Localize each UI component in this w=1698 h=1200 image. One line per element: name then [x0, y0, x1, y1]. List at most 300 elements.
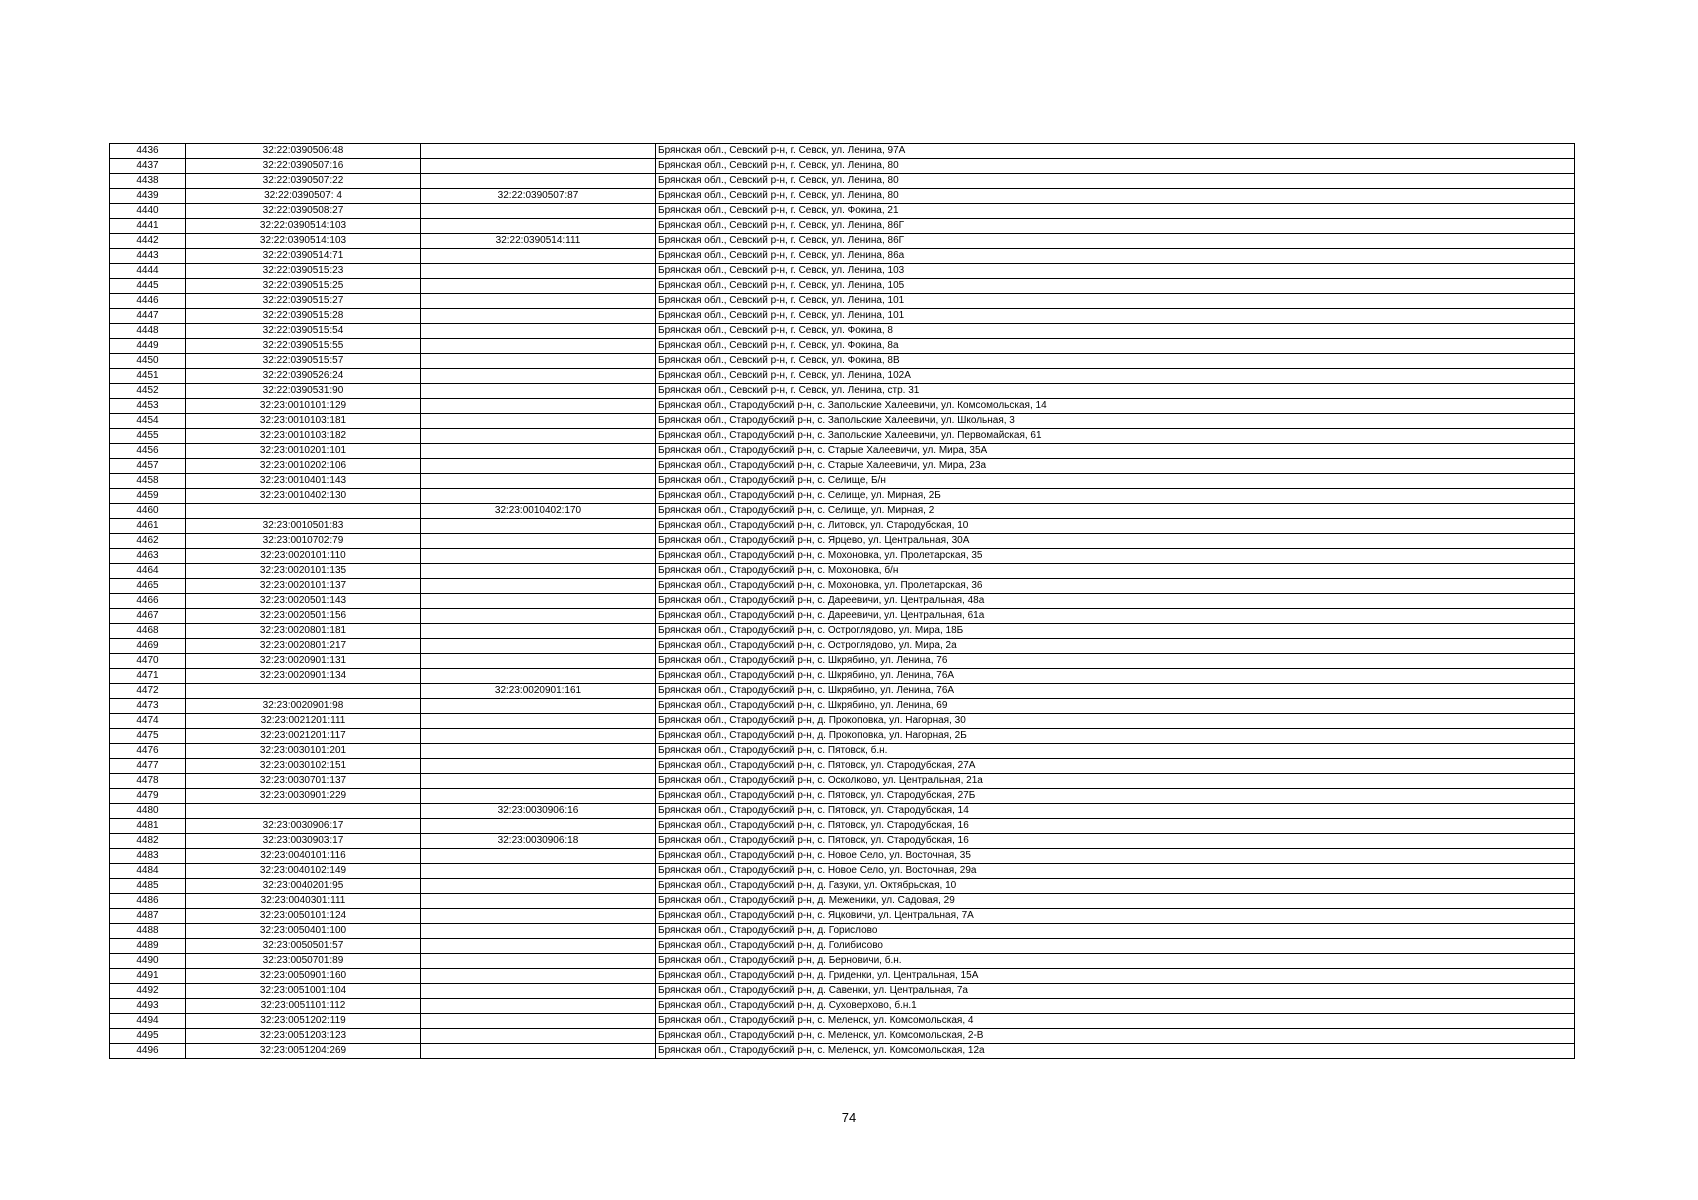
cadastral-number-cell: 32:22:0390526:24	[186, 369, 421, 384]
row-number-cell: 4491	[110, 969, 186, 984]
table-row	[110, 369, 1575, 384]
row-number-cell: 4483	[110, 849, 186, 864]
linked-cadastral-number-cell	[421, 894, 656, 909]
row-number-cell: 4453	[110, 399, 186, 414]
address-cell: Брянская обл., Стародубский р-н, д. Гриденки, ул. Центральная, 15А	[656, 969, 1575, 984]
cadastral-number-cell: 32:22:0390515:57	[186, 354, 421, 369]
table-row	[110, 294, 1575, 309]
row-number-cell: 4461	[110, 519, 186, 534]
linked-cadastral-number-cell	[421, 924, 656, 939]
table-row	[110, 714, 1575, 729]
cadastral-number-cell: 32:23:0051204:269	[186, 1044, 421, 1059]
table-row	[110, 849, 1575, 864]
address-cell: Брянская обл., Стародубский р-н, с. Остроглядово, ул. Мира, 2а	[656, 639, 1575, 654]
table-row	[110, 219, 1575, 234]
row-number-cell: 4443	[110, 249, 186, 264]
cadastral-number-cell: 32:23:0020901:98	[186, 699, 421, 714]
table-row	[110, 474, 1575, 489]
registry-body	[110, 144, 1575, 1059]
cadastral-number-cell: 32:23:0020801:181	[186, 624, 421, 639]
row-number-cell: 4468	[110, 624, 186, 639]
linked-cadastral-number-cell	[421, 324, 656, 339]
linked-cadastral-number-cell	[421, 759, 656, 774]
address-cell: Брянская обл., Стародубский р-н, с. Пятовск, ул. Стародубская, 16	[656, 819, 1575, 834]
row-number-cell: 4465	[110, 579, 186, 594]
cadastral-number-cell: 32:23:0030903:17	[186, 834, 421, 849]
row-number-cell: 4467	[110, 609, 186, 624]
address-cell: Брянская обл., Стародубский р-н, с. Новое Село, ул. Восточная, 29а	[656, 864, 1575, 879]
cadastral-number-cell: 32:23:0020901:131	[186, 654, 421, 669]
row-number-cell: 4444	[110, 264, 186, 279]
cadastral-number-cell: 32:23:0020801:217	[186, 639, 421, 654]
row-number-cell: 4451	[110, 369, 186, 384]
address-cell: Брянская обл., Стародубский р-н, с. Старые Халеевичи, ул. Мира, 35А	[656, 444, 1575, 459]
row-number-cell: 4485	[110, 879, 186, 894]
address-cell: Брянская обл., Стародубский р-н, д. Газуки, ул. Октябрьская, 10	[656, 879, 1575, 894]
address-cell: Брянская обл., Севский р-н, г. Севск, ул. Ленина, 101	[656, 309, 1575, 324]
table-row	[110, 234, 1575, 249]
table-row	[110, 639, 1575, 654]
address-cell: Брянская обл., Стародубский р-н, д. Прокоповка, ул. Нагорная, 30	[656, 714, 1575, 729]
table-row	[110, 684, 1575, 699]
row-number-cell: 4469	[110, 639, 186, 654]
linked-cadastral-number-cell	[421, 354, 656, 369]
table-row	[110, 489, 1575, 504]
row-number-cell: 4448	[110, 324, 186, 339]
cadastral-number-cell: 32:23:0050101:124	[186, 909, 421, 924]
linked-cadastral-number-cell: 32:23:0030906:18	[421, 834, 656, 849]
row-number-cell: 4462	[110, 534, 186, 549]
table-row	[110, 504, 1575, 519]
table-row	[110, 279, 1575, 294]
table-row	[110, 609, 1575, 624]
table-row	[110, 264, 1575, 279]
address-cell: Брянская обл., Стародубский р-н, с. Мохоновка, ул. Пролетарская, 35	[656, 549, 1575, 564]
row-number-cell: 4493	[110, 999, 186, 1014]
linked-cadastral-number-cell	[421, 429, 656, 444]
linked-cadastral-number-cell	[421, 624, 656, 639]
address-cell: Брянская обл., Стародубский р-н, с. Шкрябино, ул. Ленина, 76А	[656, 684, 1575, 699]
row-number-cell: 4437	[110, 159, 186, 174]
table-row	[110, 564, 1575, 579]
table-row	[110, 159, 1575, 174]
cadastral-number-cell: 32:23:0030101:201	[186, 744, 421, 759]
cadastral-number-cell: 32:23:0050901:160	[186, 969, 421, 984]
table-row	[110, 909, 1575, 924]
row-number-cell: 4492	[110, 984, 186, 999]
linked-cadastral-number-cell	[421, 729, 656, 744]
linked-cadastral-number-cell	[421, 699, 656, 714]
table-row	[110, 954, 1575, 969]
address-cell: Брянская обл., Стародубский р-н, с. Пятовск, ул. Стародубская, 16	[656, 834, 1575, 849]
table-row	[110, 834, 1575, 849]
linked-cadastral-number-cell: 32:23:0010402:170	[421, 504, 656, 519]
row-number-cell: 4456	[110, 444, 186, 459]
cadastral-number-cell: 32:23:0021201:117	[186, 729, 421, 744]
linked-cadastral-number-cell	[421, 339, 656, 354]
linked-cadastral-number-cell	[421, 714, 656, 729]
linked-cadastral-number-cell	[421, 999, 656, 1014]
linked-cadastral-number-cell	[421, 594, 656, 609]
row-number-cell: 4458	[110, 474, 186, 489]
row-number-cell: 4450	[110, 354, 186, 369]
table-row	[110, 204, 1575, 219]
table-row	[110, 444, 1575, 459]
table-row	[110, 819, 1575, 834]
table-row	[110, 924, 1575, 939]
table-row	[110, 414, 1575, 429]
address-cell: Брянская обл., Стародубский р-н, с. Селище, ул. Мирная, 2	[656, 504, 1575, 519]
page-number: 74	[841, 1110, 857, 1125]
row-number-cell: 4466	[110, 594, 186, 609]
cadastral-number-cell: 32:22:0390507:16	[186, 159, 421, 174]
cadastral-number-cell: 32:22:0390514:103	[186, 234, 421, 249]
linked-cadastral-number-cell	[421, 159, 656, 174]
table-row	[110, 894, 1575, 909]
row-number-cell: 4476	[110, 744, 186, 759]
row-number-cell: 4478	[110, 774, 186, 789]
table-row	[110, 624, 1575, 639]
cadastral-number-cell: 32:23:0010202:106	[186, 459, 421, 474]
cadastral-number-cell: 32:22:0390515:23	[186, 264, 421, 279]
row-number-cell: 4474	[110, 714, 186, 729]
row-number-cell: 4438	[110, 174, 186, 189]
linked-cadastral-number-cell	[421, 1044, 656, 1059]
row-number-cell: 4481	[110, 819, 186, 834]
row-number-cell: 4455	[110, 429, 186, 444]
row-number-cell: 4459	[110, 489, 186, 504]
row-number-cell: 4464	[110, 564, 186, 579]
address-cell: Брянская обл., Стародубский р-н, с. Селище, Б/н	[656, 474, 1575, 489]
cadastral-number-cell: 32:23:0020101:110	[186, 549, 421, 564]
linked-cadastral-number-cell	[421, 774, 656, 789]
address-cell: Брянская обл., Стародубский р-н, с. Дареевичи, ул. Центральная, 61а	[656, 609, 1575, 624]
table-row	[110, 384, 1575, 399]
cadastral-number-cell: 32:22:0390507:22	[186, 174, 421, 189]
linked-cadastral-number-cell	[421, 279, 656, 294]
address-cell: Брянская обл., Севский р-н, г. Севск, ул. Ленина, 86а	[656, 249, 1575, 264]
table-row	[110, 534, 1575, 549]
linked-cadastral-number-cell	[421, 744, 656, 759]
row-number-cell: 4440	[110, 204, 186, 219]
row-number-cell: 4489	[110, 939, 186, 954]
row-number-cell: 4457	[110, 459, 186, 474]
linked-cadastral-number-cell	[421, 819, 656, 834]
row-number-cell: 4473	[110, 699, 186, 714]
cadastral-number-cell: 32:23:0051202:119	[186, 1014, 421, 1029]
linked-cadastral-number-cell	[421, 1029, 656, 1044]
cadastral-number-cell: 32:22:0390507: 4	[186, 189, 421, 204]
cadastral-number-cell: 32:23:0030906:17	[186, 819, 421, 834]
address-cell: Брянская обл., Стародубский р-н, с. Дареевичи, ул. Центральная, 48а	[656, 594, 1575, 609]
row-number-cell: 4496	[110, 1044, 186, 1059]
row-number-cell: 4445	[110, 279, 186, 294]
linked-cadastral-number-cell	[421, 414, 656, 429]
address-cell: Брянская обл., Стародубский р-н, д. Голибисово	[656, 939, 1575, 954]
linked-cadastral-number-cell	[421, 864, 656, 879]
cadastral-number-cell: 32:23:0010501:83	[186, 519, 421, 534]
linked-cadastral-number-cell	[421, 384, 656, 399]
cadastral-number-cell: 32:22:0390514:103	[186, 219, 421, 234]
cadastral-number-cell: 32:22:0390515:28	[186, 309, 421, 324]
row-number-cell: 4436	[110, 144, 186, 159]
address-cell: Брянская обл., Севский р-н, г. Севск, ул. Ленина, 103	[656, 264, 1575, 279]
cadastral-number-cell: 32:23:0020101:137	[186, 579, 421, 594]
linked-cadastral-number-cell	[421, 609, 656, 624]
linked-cadastral-number-cell	[421, 939, 656, 954]
cadastral-number-cell: 32:23:0051001:104	[186, 984, 421, 999]
table-row	[110, 804, 1575, 819]
table-row	[110, 579, 1575, 594]
linked-cadastral-number-cell	[421, 639, 656, 654]
address-cell: Брянская обл., Стародубский р-н, с. Пятовск, ул. Стародубская, 14	[656, 804, 1575, 819]
cadastral-number-cell: 32:23:0020501:156	[186, 609, 421, 624]
cadastral-number-cell: 32:22:0390515:54	[186, 324, 421, 339]
row-number-cell: 4449	[110, 339, 186, 354]
row-number-cell: 4452	[110, 384, 186, 399]
row-number-cell: 4442	[110, 234, 186, 249]
cadastral-number-cell: 32:22:0390515:27	[186, 294, 421, 309]
table-row	[110, 879, 1575, 894]
cadastral-number-cell: 32:23:0010101:129	[186, 399, 421, 414]
linked-cadastral-number-cell	[421, 399, 656, 414]
linked-cadastral-number-cell	[421, 789, 656, 804]
address-cell: Брянская обл., Стародубский р-н, с. Новое Село, ул. Восточная, 35	[656, 849, 1575, 864]
cadastral-number-cell	[186, 804, 421, 819]
cadastral-number-cell: 32:23:0040301:111	[186, 894, 421, 909]
linked-cadastral-number-cell	[421, 909, 656, 924]
linked-cadastral-number-cell	[421, 174, 656, 189]
address-cell: Брянская обл., Стародубский р-н, с. Меленск, ул. Комсомольская, 12а	[656, 1044, 1575, 1059]
address-cell: Брянская обл., Стародубский р-н, д. Берновичи, б.н.	[656, 954, 1575, 969]
cadastral-number-cell: 32:23:0040101:116	[186, 849, 421, 864]
address-cell: Брянская обл., Стародубский р-н, с. Пятовск, ул. Стародубская, 27А	[656, 759, 1575, 774]
address-cell: Брянская обл., Севский р-н, г. Севск, ул. Ленина, 105	[656, 279, 1575, 294]
table-row	[110, 249, 1575, 264]
address-cell: Брянская обл., Севский р-н, г. Севск, ул. Ленина, стр. 31	[656, 384, 1575, 399]
row-number-cell: 4454	[110, 414, 186, 429]
cadastral-number-cell: 32:23:0030901:229	[186, 789, 421, 804]
table-row	[110, 1029, 1575, 1044]
cadastral-number-cell	[186, 504, 421, 519]
address-cell: Брянская обл., Севский р-н, г. Севск, ул. Фокина, 8	[656, 324, 1575, 339]
linked-cadastral-number-cell	[421, 204, 656, 219]
address-cell: Брянская обл., Стародубский р-н, с. Запольские Халеевичи, ул. Комсомольская, 14	[656, 399, 1575, 414]
linked-cadastral-number-cell	[421, 954, 656, 969]
row-number-cell: 4482	[110, 834, 186, 849]
linked-cadastral-number-cell	[421, 984, 656, 999]
table-row	[110, 144, 1575, 159]
row-number-cell: 4472	[110, 684, 186, 699]
linked-cadastral-number-cell	[421, 654, 656, 669]
address-cell: Брянская обл., Стародубский р-н, с. Ярцево, ул. Центральная, 30А	[656, 534, 1575, 549]
linked-cadastral-number-cell	[421, 459, 656, 474]
address-cell: Брянская обл., Стародубский р-н, с. Селище, ул. Мирная, 2Б	[656, 489, 1575, 504]
cadastral-number-cell: 32:23:0010201:101	[186, 444, 421, 459]
row-number-cell: 4471	[110, 669, 186, 684]
address-cell: Брянская обл., Севский р-н, г. Севск, ул. Ленина, 101	[656, 294, 1575, 309]
cadastral-number-cell: 32:23:0050701:89	[186, 954, 421, 969]
cadastral-number-cell: 32:23:0040102:149	[186, 864, 421, 879]
cadastral-number-cell: 32:22:0390514:71	[186, 249, 421, 264]
address-cell: Брянская обл., Севский р-н, г. Севск, ул. Ленина, 80	[656, 189, 1575, 204]
address-cell: Брянская обл., Стародубский р-н, с. Шкрябино, ул. Ленина, 76	[656, 654, 1575, 669]
table-row	[110, 399, 1575, 414]
linked-cadastral-number-cell	[421, 1014, 656, 1029]
table-row	[110, 939, 1575, 954]
cadastral-number-cell: 32:22:0390515:25	[186, 279, 421, 294]
cadastral-number-cell: 32:23:0030701:137	[186, 774, 421, 789]
address-cell: Брянская обл., Стародубский р-н, с. Пятовск, ул. Стародубская, 27Б	[656, 789, 1575, 804]
cadastral-number-cell: 32:23:0010402:130	[186, 489, 421, 504]
table-row	[110, 339, 1575, 354]
linked-cadastral-number-cell	[421, 474, 656, 489]
address-cell: Брянская обл., Стародубский р-н, с. Мохоновка, б/н	[656, 564, 1575, 579]
linked-cadastral-number-cell	[421, 444, 656, 459]
cadastral-number-cell: 32:22:0390506:48	[186, 144, 421, 159]
table-row	[110, 969, 1575, 984]
address-cell: Брянская обл., Стародубский р-н, с. Меленск, ул. Комсомольская, 4	[656, 1014, 1575, 1029]
address-cell: Брянская обл., Севский р-н, г. Севск, ул. Фокина, 21	[656, 204, 1575, 219]
linked-cadastral-number-cell	[421, 849, 656, 864]
table-row	[110, 519, 1575, 534]
table-row	[110, 699, 1575, 714]
address-cell: Брянская обл., Стародубский р-н, с. Яцковичи, ул. Центральная, 7А	[656, 909, 1575, 924]
linked-cadastral-number-cell: 32:22:0390514:111	[421, 234, 656, 249]
linked-cadastral-number-cell	[421, 264, 656, 279]
linked-cadastral-number-cell	[421, 249, 656, 264]
address-cell: Брянская обл., Севский р-н, г. Севск, ул. Ленина, 80	[656, 159, 1575, 174]
table-row	[110, 1014, 1575, 1029]
cadastral-number-cell: 32:23:0040201:95	[186, 879, 421, 894]
cadastral-number-cell: 32:23:0030102:151	[186, 759, 421, 774]
address-cell: Брянская обл., Стародубский р-н, с. Литовск, ул. Стародубская, 10	[656, 519, 1575, 534]
linked-cadastral-number-cell	[421, 309, 656, 324]
linked-cadastral-number-cell	[421, 489, 656, 504]
row-number-cell: 4439	[110, 189, 186, 204]
row-number-cell: 4479	[110, 789, 186, 804]
row-number-cell: 4477	[110, 759, 186, 774]
address-cell: Брянская обл., Севский р-н, г. Севск, ул. Ленина, 80	[656, 174, 1575, 189]
address-cell: Брянская обл., Стародубский р-н, с. Меленск, ул. Комсомольская, 2-В	[656, 1029, 1575, 1044]
table-row	[110, 999, 1575, 1014]
cadastral-number-cell: 32:23:0020901:134	[186, 669, 421, 684]
table-row	[110, 729, 1575, 744]
table-row	[110, 669, 1575, 684]
table-row	[110, 789, 1575, 804]
row-number-cell: 4460	[110, 504, 186, 519]
address-cell: Брянская обл., Стародубский р-н, д. Меженики, ул. Садовая, 29	[656, 894, 1575, 909]
linked-cadastral-number-cell	[421, 564, 656, 579]
address-cell: Брянская обл., Стародубский р-н, с. Шкрябино, ул. Ленина, 76А	[656, 669, 1575, 684]
cadastral-number-cell: 32:22:0390531:90	[186, 384, 421, 399]
row-number-cell: 4446	[110, 294, 186, 309]
address-cell: Брянская обл., Стародубский р-н, д. Савенки, ул. Центральная, 7а	[656, 984, 1575, 999]
address-cell: Брянская обл., Стародубский р-н, с. Старые Халеевичи, ул. Мира, 23а	[656, 459, 1575, 474]
row-number-cell: 4475	[110, 729, 186, 744]
linked-cadastral-number-cell	[421, 549, 656, 564]
table-row	[110, 594, 1575, 609]
row-number-cell: 4463	[110, 549, 186, 564]
linked-cadastral-number-cell	[421, 219, 656, 234]
cadastral-number-cell: 32:22:0390515:55	[186, 339, 421, 354]
address-cell: Брянская обл., Севский р-н, г. Севск, ул. Ленина, 86Г	[656, 219, 1575, 234]
address-cell: Брянская обл., Стародубский р-н, с. Пятовск, б.н.	[656, 744, 1575, 759]
table-row	[110, 1044, 1575, 1059]
row-number-cell: 4495	[110, 1029, 186, 1044]
linked-cadastral-number-cell	[421, 294, 656, 309]
address-cell: Брянская обл., Стародубский р-н, д. Горислово	[656, 924, 1575, 939]
row-number-cell: 4470	[110, 654, 186, 669]
table-row	[110, 744, 1575, 759]
linked-cadastral-number-cell	[421, 579, 656, 594]
cadastral-number-cell: 32:23:0051101:112	[186, 999, 421, 1014]
address-cell: Брянская обл., Стародубский р-н, с. Осколково, ул. Центральная, 21а	[656, 774, 1575, 789]
cadastral-number-cell	[186, 684, 421, 699]
cadastral-number-cell: 32:23:0020501:143	[186, 594, 421, 609]
linked-cadastral-number-cell: 32:23:0030906:16	[421, 804, 656, 819]
linked-cadastral-number-cell	[421, 669, 656, 684]
row-number-cell: 4488	[110, 924, 186, 939]
address-cell: Брянская обл., Севский р-н, г. Севск, ул. Фокина, 8В	[656, 354, 1575, 369]
table-row	[110, 429, 1575, 444]
linked-cadastral-number-cell	[421, 369, 656, 384]
address-cell: Брянская обл., Стародубский р-н, с. Запольские Халеевичи, ул. Школьная, 3	[656, 414, 1575, 429]
address-cell: Брянская обл., Севский р-н, г. Севск, ул. Ленина, 97А	[656, 144, 1575, 159]
cadastral-number-cell: 32:23:0010702:79	[186, 534, 421, 549]
registry-table	[109, 143, 1575, 1059]
address-cell: Брянская обл., Стародубский р-н, д. Суховерхово, б.н.1	[656, 999, 1575, 1014]
table-row	[110, 864, 1575, 879]
address-cell: Брянская обл., Стародубский р-н, с. Остроглядово, ул. Мира, 18Б	[656, 624, 1575, 639]
table-row	[110, 174, 1575, 189]
linked-cadastral-number-cell	[421, 534, 656, 549]
address-cell: Брянская обл., Севский р-н, г. Севск, ул. Фокина, 8а	[656, 339, 1575, 354]
address-cell: Брянская обл., Стародубский р-н, с. Мохоновка, ул. Пролетарская, 36	[656, 579, 1575, 594]
cadastral-number-cell: 32:23:0010401:143	[186, 474, 421, 489]
table-row	[110, 759, 1575, 774]
linked-cadastral-number-cell	[421, 969, 656, 984]
cadastral-number-cell: 32:23:0050401:100	[186, 924, 421, 939]
table-row	[110, 984, 1575, 999]
table-row	[110, 354, 1575, 369]
cadastral-number-cell: 32:22:0390508:27	[186, 204, 421, 219]
address-cell: Брянская обл., Севский р-н, г. Севск, ул. Ленина, 102А	[656, 369, 1575, 384]
table-row	[110, 654, 1575, 669]
row-number-cell: 4487	[110, 909, 186, 924]
table-row	[110, 309, 1575, 324]
cadastral-number-cell: 32:23:0021201:111	[186, 714, 421, 729]
cadastral-number-cell: 32:23:0010103:181	[186, 414, 421, 429]
row-number-cell: 4447	[110, 309, 186, 324]
row-number-cell: 4494	[110, 1014, 186, 1029]
table-row	[110, 774, 1575, 789]
row-number-cell: 4490	[110, 954, 186, 969]
address-cell: Брянская обл., Стародубский р-н, с. Запольские Халеевичи, ул. Первомайская, 61	[656, 429, 1575, 444]
linked-cadastral-number-cell: 32:22:0390507:87	[421, 189, 656, 204]
table-row	[110, 324, 1575, 339]
row-number-cell: 4441	[110, 219, 186, 234]
linked-cadastral-number-cell	[421, 879, 656, 894]
cadastral-number-cell: 32:23:0010103:182	[186, 429, 421, 444]
table-row	[110, 549, 1575, 564]
linked-cadastral-number-cell	[421, 144, 656, 159]
cadastral-number-cell: 32:23:0020101:135	[186, 564, 421, 579]
address-cell: Брянская обл., Стародубский р-н, д. Прокоповка, ул. Нагорная, 2Б	[656, 729, 1575, 744]
cadastral-number-cell: 32:23:0051203:123	[186, 1029, 421, 1044]
linked-cadastral-number-cell: 32:23:0020901:161	[421, 684, 656, 699]
cadastral-number-cell: 32:23:0050501:57	[186, 939, 421, 954]
